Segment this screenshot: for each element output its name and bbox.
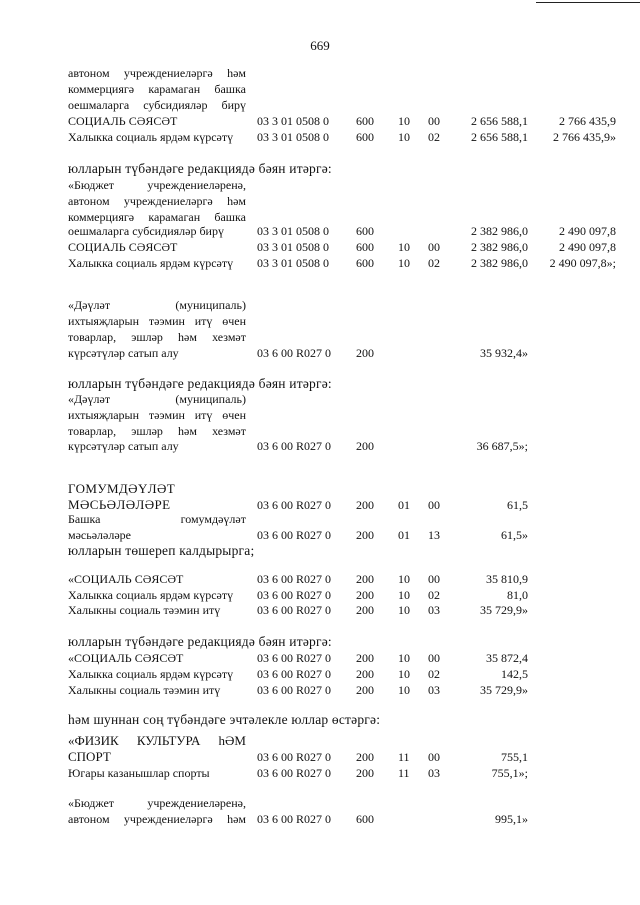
amount-year1: 2 656 588,1 xyxy=(471,114,528,128)
target-code: 03 6 00 R027 0 xyxy=(257,603,332,617)
expense-type: 600 xyxy=(356,256,374,270)
expense-type: 200 xyxy=(356,588,374,602)
row-label: «СОЦИАЛЬ СӘЯСӘТ xyxy=(68,651,184,665)
amount-year1: 61,5» xyxy=(501,528,528,542)
row-label: күрсәтүләр сатып алу xyxy=(68,439,179,453)
section: 10 xyxy=(398,256,410,270)
section: 10 xyxy=(398,651,410,665)
row-label: мәсьәләләре xyxy=(68,528,131,542)
expense-type: 600 xyxy=(356,224,374,238)
subsection: 03 xyxy=(428,683,440,697)
section: 10 xyxy=(398,572,410,586)
subsection: 02 xyxy=(428,588,440,602)
section: 01 xyxy=(398,498,410,512)
text-line: «ФИЗИК КУЛЬТУРА һӘМ xyxy=(68,733,246,748)
row-label: автоном учреждениеләргә һәм xyxy=(68,812,246,826)
amount-year1: 2 382 986,0 xyxy=(471,256,528,270)
amount-year1: 2 382 986,0 xyxy=(471,240,528,254)
text-line: Башка гомумдәүләт xyxy=(68,512,246,526)
section: 10 xyxy=(398,114,410,128)
instruction-heading: юлларын түбәндәге редакциядә бәян итәргә: xyxy=(68,161,332,176)
expense-type: 600 xyxy=(356,812,374,826)
target-code: 03 3 01 0508 0 xyxy=(257,256,329,270)
target-code: 03 6 00 R027 0 xyxy=(257,750,332,764)
subsection: 00 xyxy=(428,651,440,665)
instruction-heading: һәм шуннан соң түбәндәге эчтәлекле юллар өстәргә: xyxy=(68,712,381,727)
row-label: күрсәтүләр сатып алу xyxy=(68,346,179,360)
subsection: 13 xyxy=(428,528,440,542)
subsection: 02 xyxy=(428,256,440,270)
text-line: ихтыяҗларын тәэмин итү өчен xyxy=(68,408,246,422)
amount-year1: 35 872,4 xyxy=(486,651,528,665)
text-line: «Дәүләт (муниципаль) xyxy=(68,298,246,312)
row-label: оешмаларга субсидияләр бирү xyxy=(68,224,224,238)
target-code: 03 3 01 0508 0 xyxy=(257,224,329,238)
expense-type: 600 xyxy=(356,130,374,144)
target-code: 03 6 00 R027 0 xyxy=(257,651,332,665)
amount-year1: 755,1»; xyxy=(491,766,528,780)
text-line: «Дәүләт (муниципаль) xyxy=(68,392,246,406)
text-line: автоном учреждениеләргә һәм xyxy=(68,66,246,80)
amount-year1: 2 656 588,1 xyxy=(471,130,528,144)
section: 10 xyxy=(398,240,410,254)
target-code: 03 6 00 R027 0 xyxy=(257,683,332,697)
subsection: 00 xyxy=(428,572,440,586)
text-line: товарлар, эшләр һәм хезмәт xyxy=(68,424,246,438)
amount-year2: 2 766 435,9 xyxy=(559,114,616,128)
subsection: 02 xyxy=(428,130,440,144)
amount-year1: 35 729,9» xyxy=(480,683,528,697)
header-rule xyxy=(536,2,640,3)
instruction-heading: юлларын түбәндәге редакциядә бәян итәргә: xyxy=(68,376,332,391)
text-line: «Бюджет учреждениеләренә, xyxy=(68,796,246,810)
target-code: 03 6 00 R027 0 xyxy=(257,667,332,681)
expense-type: 200 xyxy=(356,667,374,681)
amount-year2: 2 490 097,8 xyxy=(559,224,616,238)
expense-type: 200 xyxy=(356,603,374,617)
subsection: 00 xyxy=(428,114,440,128)
row-label: СПОРТ xyxy=(68,749,111,764)
expense-type: 200 xyxy=(356,572,374,586)
expense-type: 600 xyxy=(356,114,374,128)
amount-year1: 35 932,4» xyxy=(480,346,528,360)
row-label: Халыкка социаль ярдәм күрсәтү xyxy=(68,667,234,681)
section: 10 xyxy=(398,130,410,144)
section: 10 xyxy=(398,603,410,617)
row-label: СОЦИАЛЬ СӘЯСӘТ xyxy=(68,240,178,254)
section: 10 xyxy=(398,683,410,697)
row-label: Халыкка социаль ярдәм күрсәтү xyxy=(68,588,234,602)
amount-year1: 36 687,5»; xyxy=(476,439,528,453)
row-label: СОЦИАЛЬ СӘЯСӘТ xyxy=(68,114,178,128)
target-code: 03 3 01 0508 0 xyxy=(257,114,329,128)
amount-year1: 2 382 986,0 xyxy=(471,224,528,238)
expense-type: 200 xyxy=(356,498,374,512)
amount-year1: 995,1» xyxy=(495,812,528,826)
target-code: 03 6 00 R027 0 xyxy=(257,572,332,586)
amount-year1: 142,5 xyxy=(501,667,528,681)
expense-type: 200 xyxy=(356,683,374,697)
row-label: Халыкка социаль ярдәм күрсәтү xyxy=(68,130,234,144)
row-label: МӘСЬӘЛӘЛӘРЕ xyxy=(68,497,171,512)
section: 10 xyxy=(398,588,410,602)
expense-type: 200 xyxy=(356,651,374,665)
instruction-heading: юлларын төшереп калдырырга; xyxy=(68,543,255,558)
amount-year1: 61,5 xyxy=(507,498,528,512)
subsection: 03 xyxy=(428,603,440,617)
expense-type: 200 xyxy=(356,346,374,360)
expense-type: 200 xyxy=(356,528,374,542)
instruction-heading: юлларын түбәндәге редакциядә бәян итәргә: xyxy=(68,634,332,649)
target-code: 03 6 00 R027 0 xyxy=(257,439,332,453)
target-code: 03 6 00 R027 0 xyxy=(257,588,332,602)
amount-year2: 2 490 097,8 xyxy=(559,240,616,254)
subsection: 00 xyxy=(428,750,440,764)
target-code: 03 6 00 R027 0 xyxy=(257,346,332,360)
subsection: 02 xyxy=(428,667,440,681)
amount-year1: 35 810,9 xyxy=(486,572,528,586)
amount-year2: 2 766 435,9» xyxy=(553,130,616,144)
section: 01 xyxy=(398,528,410,542)
amount-year1: 35 729,9» xyxy=(480,603,528,617)
subsection: 03 xyxy=(428,766,440,780)
target-code: 03 3 01 0508 0 xyxy=(257,130,329,144)
subsection: 00 xyxy=(428,498,440,512)
text-line: ихтыяҗларын тәэмин итү өчен xyxy=(68,314,246,328)
text-line: ГОМУМДӘҮЛӘТ xyxy=(68,481,176,496)
amount-year1: 755,1 xyxy=(501,750,528,764)
text-line: коммерциягә карамаган башка xyxy=(68,82,246,96)
target-code: 03 3 01 0508 0 xyxy=(257,240,329,254)
text-line: оешмаларга субсидияләр бирү xyxy=(68,98,246,112)
target-code: 03 6 00 R027 0 xyxy=(257,766,332,780)
subsection: 00 xyxy=(428,240,440,254)
page-number: 669 xyxy=(310,38,330,53)
section: 10 xyxy=(398,667,410,681)
target-code: 03 6 00 R027 0 xyxy=(257,498,332,512)
row-label: Югары казанышлар спорты xyxy=(68,766,210,780)
row-label: Халыкны социаль тәэмин итү xyxy=(68,683,221,697)
text-line: автоном учреждениеләргә һәм xyxy=(68,194,246,208)
text-line: коммерциягә карамаган башка xyxy=(68,210,246,224)
text-line: товарлар, эшләр һәм хезмәт xyxy=(68,330,246,344)
amount-year2: 2 490 097,8»; xyxy=(549,256,616,270)
amount-year1: 81,0 xyxy=(507,588,528,602)
row-label: «СОЦИАЛЬ СӘЯСӘТ xyxy=(68,572,184,586)
text-line: «Бюджет учреждениеләренә, xyxy=(68,178,246,192)
row-label: Халыкны социаль тәэмин итү xyxy=(68,603,221,617)
expense-type: 200 xyxy=(356,766,374,780)
expense-type: 200 xyxy=(356,750,374,764)
row-label: Халыкка социаль ярдәм күрсәтү xyxy=(68,256,234,270)
target-code: 03 6 00 R027 0 xyxy=(257,528,332,542)
expense-type: 200 xyxy=(356,439,374,453)
expense-type: 600 xyxy=(356,240,374,254)
section: 11 xyxy=(398,750,410,764)
section: 11 xyxy=(398,766,410,780)
target-code: 03 6 00 R027 0 xyxy=(257,812,332,826)
